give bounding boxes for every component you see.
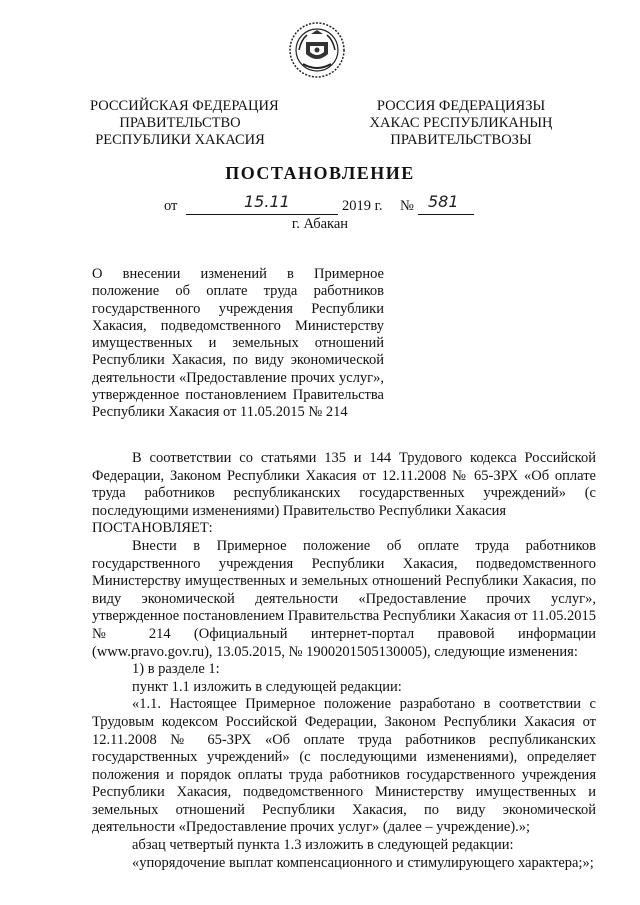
- subject-block: О внесении изменений в Примерное положение об оплате труда работников государственного учреждения Республики Хакасия, подведомственного Министерству имущественных и земельных отношений Республики Хакасия, по виду экономической деятельности «Предоставление прочих услуг», утвержденное постановлением Правительства Республики Хакасия от 11.05.2015 № 214: [92, 266, 384, 421]
- header-left-line: ПРАВИТЕЛЬСТВО: [119, 115, 241, 131]
- header-right-line: ХАКАС РЕСПУБЛИКАНЫҢ: [369, 115, 553, 131]
- body-paragraph: «1.1. Настоящее Примерное положение разработано в соответствии с Трудовым кодексом Российской Федерации, Законом Республики Хакасия от 12.11.2008 № 65-ЗРХ «Об оплате труда работников республиканских государственных учреждений» (с последующими изменениями), определяет положения и порядок оплаты труда работников государственного учреждения Республики Хакасия, подведомственного Министерству имущественных и земельных отношений Республики Хакасия, по виду экономической деятельности «Предоставление прочих услуг» (далее – учреждение).»;: [92, 696, 596, 836]
- number-sign: №: [400, 198, 414, 214]
- body-paragraph: абзац четвертый пункта 1.3 изложить в следующей редакции:: [132, 837, 514, 854]
- body-paragraph: пункт 1.1 изложить в следующей редакции:: [132, 678, 402, 695]
- handwritten-number: 581: [428, 192, 459, 211]
- number-underline: [418, 192, 474, 215]
- date-prefix: от: [164, 198, 178, 214]
- coat-of-arms-emblem: [287, 20, 347, 80]
- header-right-block: [368, 98, 554, 149]
- header-left-block: [90, 98, 279, 149]
- document-body: [92, 450, 596, 872]
- header-left-line: РОССИЙСКАЯ ФЕДЕРАЦИЯ: [90, 98, 279, 114]
- header-left-line: РЕСПУБЛИКИ ХАКАСИЯ: [95, 132, 265, 148]
- city-name: г. Абакан: [291, 216, 349, 232]
- header-right-line: РОССИЯ ФЕДЕРАЦИЯЗЫ: [376, 98, 546, 114]
- preamble-paragraph: В соответствии со статьями 135 и 144 Трудового кодекса Российской Федерации, Законом Республики Хакасия от 12.11.2008 № 65-ЗРХ «Об оплате труда работников республиканских государственных учреждений» (с последующими изменениями) Правительство Республики Хакасия: [92, 450, 596, 519]
- body-paragraph: Внести в Примерное положение об оплате труда работников государственного учреждения Республики Хакасия, подведомственного Министерству имущественных и земельных отношений Республики Хакасия, по виду экономической деятельности «Предоставление прочих услуг», утвержденное постановлением Правительства Республики Хакасия от 11.05.2015 № 214 (Официальный интернет-портал правовой информации (www.pravo.gov.ru), 13.05.2015, № 1900201505130005), следующие изменения:: [92, 537, 596, 660]
- date-year: 2019 г.: [342, 198, 383, 214]
- handwritten-date: 15.11: [244, 192, 290, 211]
- date-underline: [186, 192, 338, 215]
- decree-word: ПОСТАНОВЛЯЕТ:: [92, 520, 213, 537]
- document-title: ПОСТАНОВЛЕНИЕ: [225, 163, 415, 183]
- body-paragraph: «упорядочение выплат компенсационного и стимулирующего характера;»;: [132, 854, 594, 871]
- header-right-line: ПРАВИТЕЛЬСТВОЗЫ: [390, 132, 532, 148]
- body-paragraph: 1) в разделе 1:: [132, 661, 220, 678]
